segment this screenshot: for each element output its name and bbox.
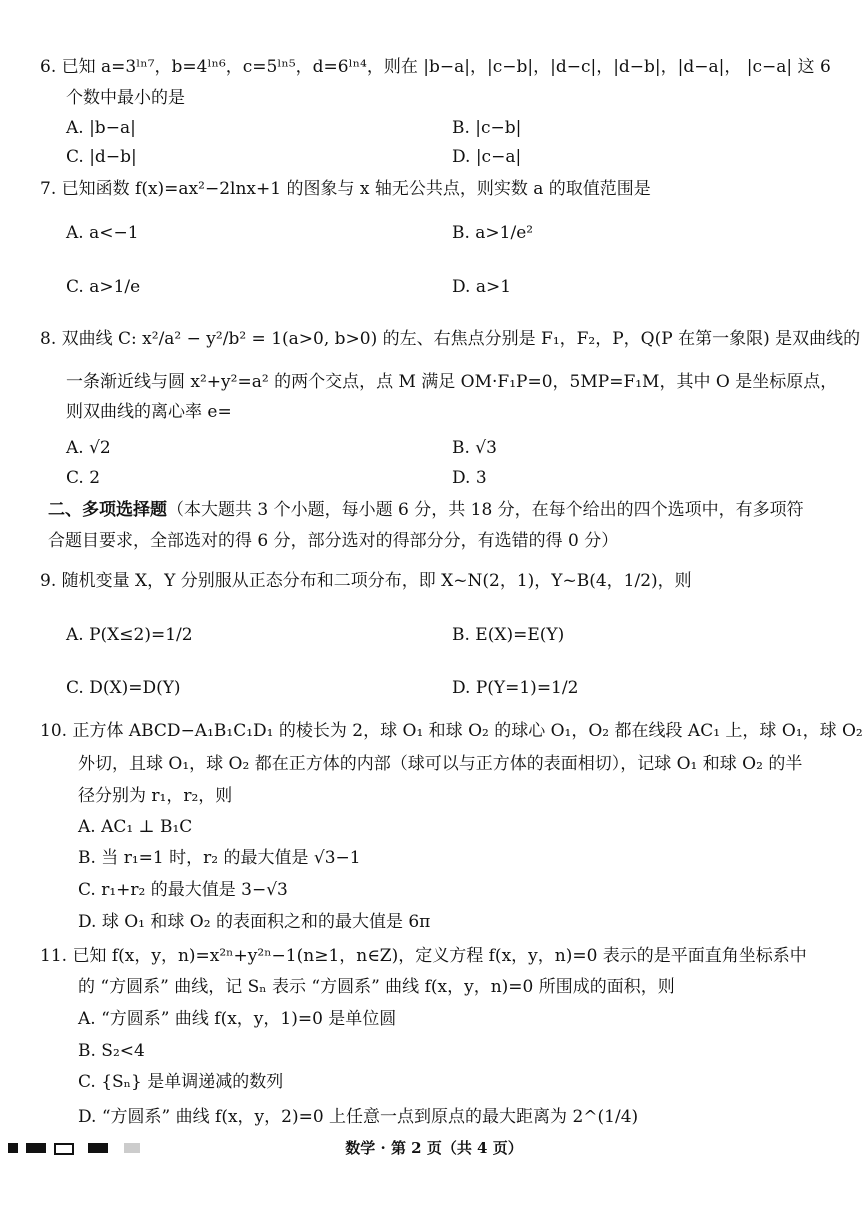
q6-option-b: B. |c−b|: [452, 118, 522, 138]
q10-stem-line2: 外切，且球 O₁，球 O₂ 都在正方体的内部（球可以与正方体的表面相切），记球 O₁ 和球 O₂ 的半: [78, 754, 803, 774]
q6-stem-line2: 个数中最小的是: [66, 88, 185, 108]
page-footer: 数学 · 第 2 页（共 4 页）: [345, 1139, 523, 1157]
q6-option-c: C. |d−b|: [66, 147, 137, 167]
q10-stem-line1: 10. 正方体 ABCD−A₁B₁C₁D₁ 的棱长为 2，球 O₁ 和球 O₂ 的球心 O₁，O₂ 都在线段 AC₁ 上，球 O₁，球 O₂: [40, 721, 863, 741]
q11-option-a: A. “方圆系” 曲线 f(x，y，1)=0 是单位圆: [78, 1009, 397, 1029]
q11-option-d: D. “方圆系” 曲线 f(x，y，2)=0 上任意一点到原点的最大距离为 2^(1/4): [78, 1107, 639, 1127]
q10-stem-line3: 径分别为 r₁，r₂，则: [78, 786, 233, 806]
q8-option-c: C. 2: [66, 468, 101, 488]
q11-option-b: B. S₂<4: [78, 1041, 145, 1061]
q11-option-c: C. {Sₙ} 是单调递减的数列: [78, 1072, 284, 1092]
section2-header: [48, 499, 804, 521]
q10-option-d: D. 球 O₁ 和球 O₂ 的表面积之和的最大值是 6π: [78, 912, 431, 932]
q7-option-a: A. a<−1: [66, 223, 139, 243]
q6-option-a: A. |b−a|: [66, 118, 136, 138]
q7-option-b: B. a>1/e²: [452, 223, 534, 243]
q6-option-d: D. |c−a|: [452, 147, 522, 167]
q8-stem-line1: 8. 双曲线 C: x²/a² − y²/b² = 1(a>0, b>0) 的左、右焦点分别是 F₁，F₂，P，Q(P 在第一象限) 是双曲线的: [40, 329, 861, 349]
q9-option-d: D. P(Y=1)=1/2: [452, 678, 579, 698]
q10-option-b: B. 当 r₁=1 时，r₂ 的最大值是 √3−1: [78, 848, 361, 868]
q6-stem-line1: 6. 已知 a=3ˡⁿ⁷，b=4ˡⁿ⁶，c=5ˡⁿ⁵，d=6ˡⁿ⁴，则在 |b−a|，|c−b|，|d−c|，|d−b|，|d−a|， |c−a| 这 6: [40, 57, 831, 77]
q10-option-a: A. AC₁ ⊥ B₁C: [78, 817, 193, 837]
q8-option-a: A. √2: [66, 438, 111, 458]
section2-desc-line2: 合题目要求，全部选对的得 6 分，部分选对的得部分分，有选错的得 0 分）: [48, 531, 619, 551]
q9-stem: 9. 随机变量 X，Y 分别服从正态分布和二项分布，即 X~N(2，1)，Y~B(4，1/2)，则: [40, 571, 692, 591]
q9-option-b: B. E(X)=E(Y): [452, 625, 565, 645]
q11-stem-line1: 11. 已知 f(x，y，n)=x²ⁿ+y²ⁿ−1(n≥1，n∈Z)，定义方程 f(x，y，n)=0 表示的是平面直角坐标系中: [40, 946, 807, 966]
q9-option-c: C. D(X)=D(Y): [66, 678, 181, 698]
q8-option-d: D. 3: [452, 468, 487, 488]
q8-stem-line3: 则双曲线的离心率 e=: [66, 402, 232, 422]
q11-stem-line2: 的 “方圆系” 曲线，记 Sₙ 表示 “方圆系” 曲线 f(x，y，n)=0 所围成的面积，则: [78, 977, 675, 997]
q7-stem: 7. 已知函数 f(x)=ax²−2lnx+1 的图象与 x 轴无公共点，则实数 a 的取值范围是: [40, 179, 651, 199]
q9-option-a: A. P(X≤2)=1/2: [66, 625, 193, 645]
section2-title: 二、多项选择题: [48, 500, 167, 520]
q10-option-c: C. r₁+r₂ 的最大值是 3−√3: [78, 880, 288, 900]
section2-desc-line1: （本大题共 3 个小题，每小题 6 分，共 18 分，在每个给出的四个选项中，有多项符: [167, 500, 804, 520]
q7-option-c: C. a>1/e: [66, 277, 141, 297]
q8-option-b: B. √3: [452, 438, 497, 458]
q8-stem-line2: 一条渐近线与圆 x²+y²=a² 的两个交点，点 M 满足 OM·F₁P=0，5MP=F₁M，其中 O 是坐标原点，: [66, 372, 838, 392]
q7-option-d: D. a>1: [452, 277, 512, 297]
